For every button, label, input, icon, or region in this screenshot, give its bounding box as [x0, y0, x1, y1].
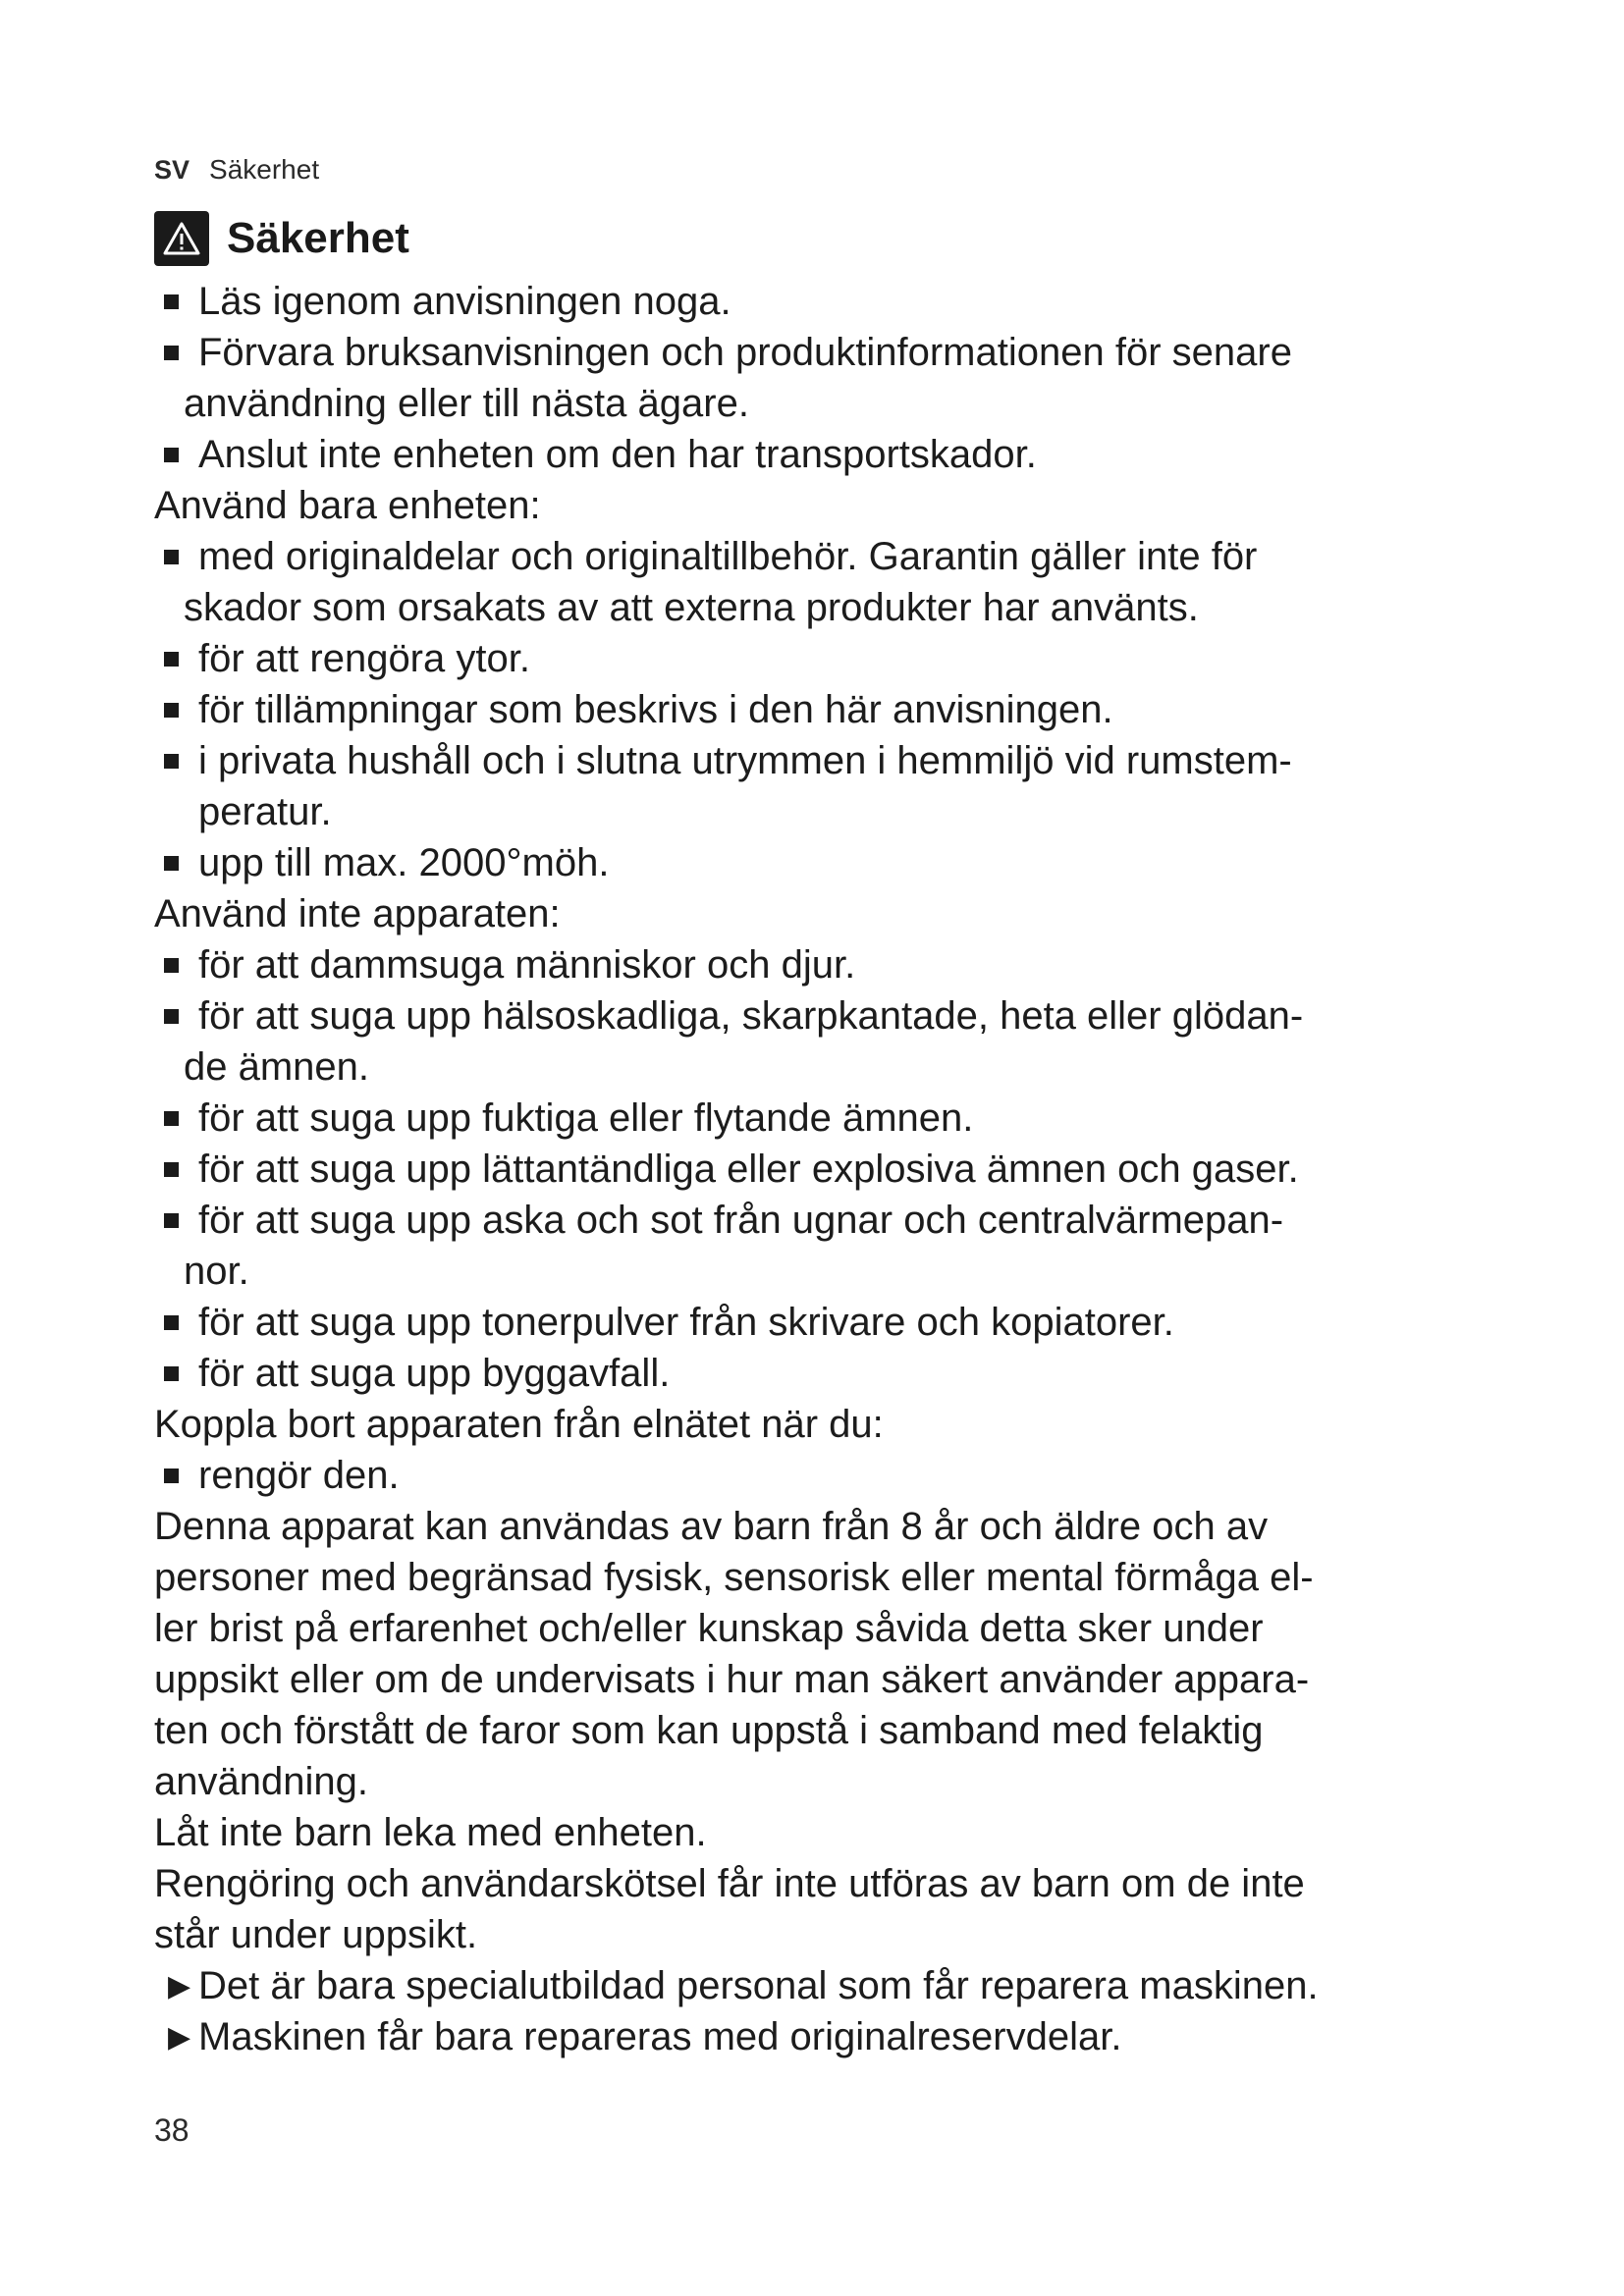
- children-line: ler brist på erfarenhet och/eller kunskap såvida detta sker under: [154, 1607, 1264, 1650]
- language-code: SV: [154, 155, 190, 185]
- use-only-item-text: i privata hushåll och i slutna utrymmen i hemmiljö vid rumstem-: [198, 739, 1292, 782]
- do-not-use-item: [154, 1195, 1529, 1297]
- instruction-text: Det är bara specialutbildad personal som får reparera maskinen.: [198, 1964, 1319, 2007]
- children-line: uppsikt eller om de undervisats i hur man säkert använder appara-: [154, 1658, 1310, 1701]
- use-only-item: [154, 735, 1529, 837]
- do-not-use-item-text-cont: de ämnen.: [184, 1045, 370, 1089]
- do-not-use-item: [154, 990, 1529, 1093]
- bullet-square-icon: [164, 294, 179, 309]
- instruction-step: [154, 2011, 1529, 2062]
- bullet-square-icon: [164, 550, 179, 564]
- disconnect-lead: Koppla bort apparaten från elnätet när du:: [154, 1403, 884, 1446]
- intro-item-text: Förvara bruksanvisningen och produktinformationen för senare: [198, 331, 1292, 374]
- use-only-item-text-cont: skador som orsakats av att externa produkter har använts.: [184, 586, 1199, 629]
- intro-item-text: Läs igenom anvisningen noga.: [198, 280, 731, 323]
- bullet-square-icon: [164, 1213, 179, 1228]
- intro-item-text: Anslut inte enheten om den har transportskador.: [198, 433, 1037, 476]
- do-not-use-item-text: för att suga upp aska och sot från ugnar och centralvärmepan-: [198, 1199, 1284, 1242]
- use-only-item: [154, 684, 1529, 735]
- bullet-square-icon: [164, 1315, 179, 1330]
- instruction-text: Maskinen får bara repareras med originalreservdelar.: [198, 2015, 1122, 2058]
- bullet-square-icon: [164, 958, 179, 973]
- instruction-step: [154, 1960, 1529, 2011]
- children-paragraph: [154, 1501, 1529, 1807]
- use-only-item-text: för tillämpningar som beskrivs i den här anvisningen.: [198, 688, 1113, 731]
- cleaning-line: Rengöring och användarskötsel får inte utföras av barn om de inte: [154, 1862, 1305, 1905]
- cleaning-line: står under uppsikt.: [154, 1913, 478, 1956]
- do-not-use-item-text: för att suga upp fuktiga eller flytande ämnen.: [198, 1096, 974, 1140]
- bullet-square-icon: [164, 1468, 179, 1483]
- running-header: [154, 152, 319, 187]
- do-not-use-item-text: för att dammsuga människor och djur.: [198, 943, 856, 987]
- do-not-use-item: [154, 1297, 1529, 1348]
- children-line: ten och förstått de faror som kan uppstå i samband med felaktig: [154, 1709, 1264, 1752]
- bullet-square-icon: [164, 652, 179, 667]
- section-title: Säkerhet: [227, 214, 409, 262]
- use-only-lead: Använd bara enheten:: [154, 484, 541, 527]
- warning-triangle-icon: [154, 211, 209, 266]
- disconnect-item: [154, 1450, 1529, 1501]
- do-not-use-item-text: för att suga upp byggavfall.: [198, 1352, 671, 1395]
- use-only-item: [154, 837, 1529, 888]
- use-only-item: [154, 531, 1529, 633]
- arrow-right-icon: ▶: [168, 1970, 191, 2002]
- cleaning-paragraph: [154, 1858, 1529, 1960]
- bullet-square-icon: [164, 1162, 179, 1177]
- do-not-use-item: [154, 1348, 1529, 1399]
- no-play-sentence: Låt inte barn leka med enheten.: [154, 1811, 707, 1854]
- bullet-square-icon: [164, 1009, 179, 1024]
- page-number: 38: [154, 2112, 189, 2148]
- use-only-item-text: upp till max. 2000°möh.: [198, 841, 610, 884]
- do-not-use-item: [154, 1144, 1529, 1195]
- intro-item: [154, 276, 1529, 327]
- bullet-square-icon: [164, 856, 179, 871]
- use-only-item-text-cont: peratur.: [198, 790, 332, 833]
- section-heading: [154, 211, 409, 266]
- children-line: Denna apparat kan användas av barn från 8 år och äldre och av: [154, 1505, 1269, 1548]
- children-line: personer med begränsad fysisk, sensorisk eller mental förmåga el-: [154, 1556, 1314, 1599]
- do-not-use-lead: Använd inte apparaten:: [154, 892, 561, 935]
- do-not-use-item-text: för att suga upp lättantändliga eller explosiva ämnen och gaser.: [198, 1148, 1299, 1191]
- bullet-square-icon: [164, 1111, 179, 1126]
- use-only-item: [154, 633, 1529, 684]
- bullet-square-icon: [164, 754, 179, 769]
- children-line: användning.: [154, 1760, 368, 1803]
- bullet-square-icon: [164, 1366, 179, 1381]
- header-section-title: Säkerhet: [209, 154, 320, 185]
- do-not-use-item: [154, 1093, 1529, 1144]
- do-not-use-item-text: för att suga upp tonerpulver från skrivare och kopiatorer.: [198, 1301, 1174, 1344]
- disconnect-item-text: rengör den.: [198, 1454, 400, 1497]
- bullet-square-icon: [164, 448, 179, 462]
- intro-item-text-cont: användning eller till nästa ägare.: [184, 382, 749, 425]
- safety-content: [154, 276, 1529, 2062]
- do-not-use-item-text-cont: nor.: [184, 1250, 249, 1293]
- do-not-use-item-text: för att suga upp hälsoskadliga, skarpkantade, heta eller glödan-: [198, 994, 1304, 1038]
- use-only-item-text: för att rengöra ytor.: [198, 637, 530, 680]
- intro-item: [154, 327, 1529, 429]
- intro-item: [154, 429, 1529, 480]
- arrow-right-icon: ▶: [168, 2021, 191, 2054]
- bullet-square-icon: [164, 703, 179, 718]
- bullet-square-icon: [164, 346, 179, 360]
- use-only-item-text: med originaldelar och originaltillbehör. Garantin gäller inte för: [198, 535, 1258, 578]
- do-not-use-item: [154, 939, 1529, 990]
